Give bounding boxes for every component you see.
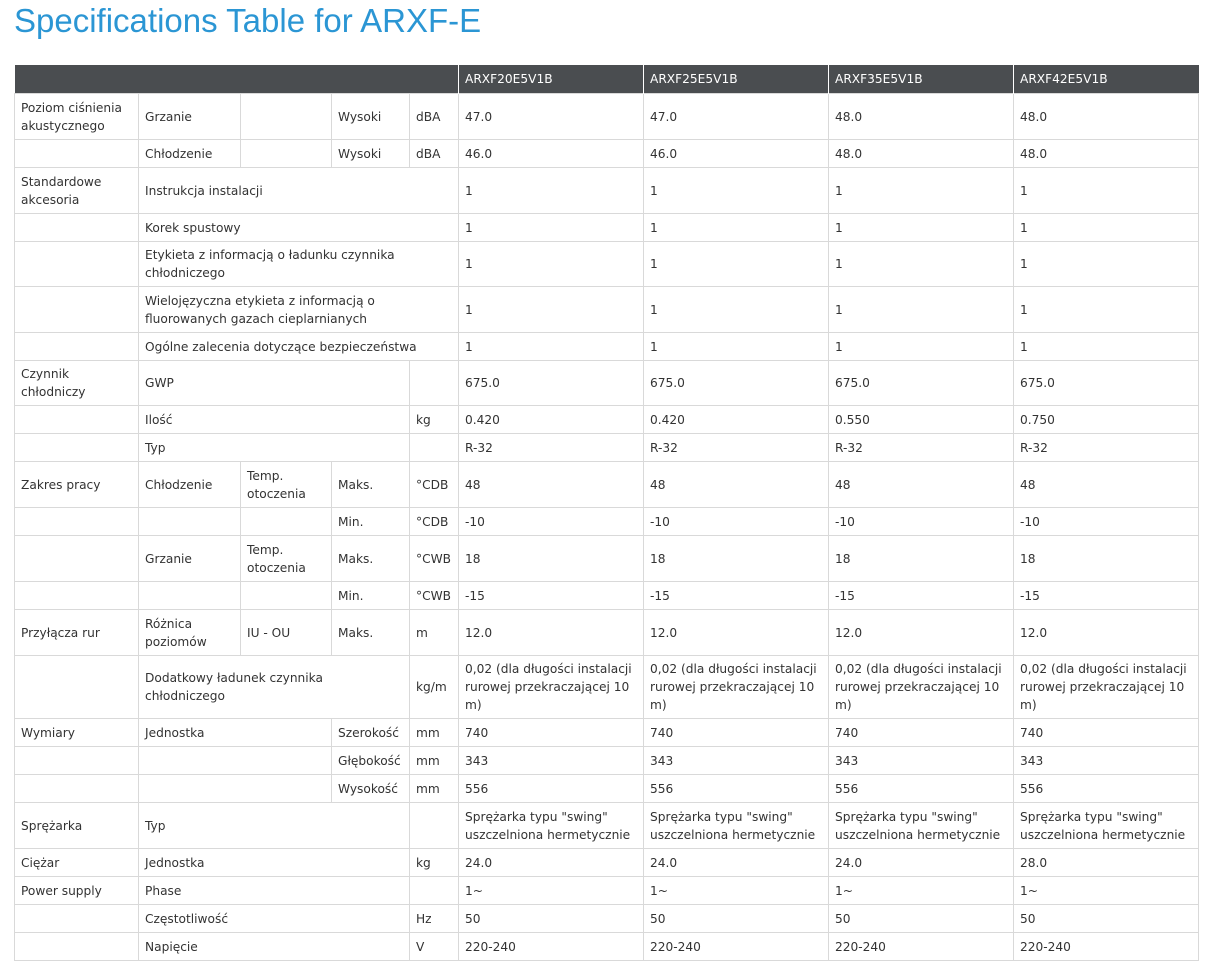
value-cell: 1 xyxy=(644,242,829,287)
value-cell: 343 xyxy=(829,747,1014,775)
value-cell: 1 xyxy=(829,242,1014,287)
value-cell: 1 xyxy=(459,287,644,333)
table-row xyxy=(15,775,1199,803)
value-cell: -10 xyxy=(1014,508,1199,536)
value-cell: 556 xyxy=(829,775,1014,803)
value-cell: 48 xyxy=(459,462,644,508)
model-header: ARXF25E5V1B xyxy=(644,65,829,94)
row-sublabel xyxy=(241,94,332,140)
group-label xyxy=(15,933,139,961)
value-cell: 18 xyxy=(644,536,829,582)
model-header: ARXF35E5V1B xyxy=(829,65,1014,94)
table-row xyxy=(15,333,1199,361)
value-cell: 48.0 xyxy=(829,140,1014,168)
row-sublabel xyxy=(241,508,332,536)
value-cell: 675.0 xyxy=(1014,361,1199,406)
value-cell: 1 xyxy=(459,168,644,214)
value-cell: 46.0 xyxy=(459,140,644,168)
group-label: Power supply xyxy=(15,877,139,905)
row-label: Etykieta z informacją o ładunku czynnika chłodniczego xyxy=(139,242,459,287)
value-cell: 1~ xyxy=(644,877,829,905)
table-row xyxy=(15,803,1199,849)
table-row xyxy=(15,849,1199,877)
row-label xyxy=(139,775,332,803)
row-label: Napięcie xyxy=(139,933,410,961)
table-row xyxy=(15,140,1199,168)
value-cell: 50 xyxy=(459,905,644,933)
value-cell: 46.0 xyxy=(644,140,829,168)
table-row xyxy=(15,536,1199,582)
value-cell: 48 xyxy=(829,462,1014,508)
row-sublabel: Wysoki xyxy=(332,140,410,168)
unit-cell: Hz xyxy=(410,905,459,933)
value-cell: -10 xyxy=(644,508,829,536)
value-cell: 220-240 xyxy=(829,933,1014,961)
group-label: Poziom ciśnienia akustycznego xyxy=(15,94,139,140)
value-cell: 1~ xyxy=(829,877,1014,905)
value-cell: 1~ xyxy=(459,877,644,905)
group-label xyxy=(15,406,139,434)
row-label: Typ xyxy=(139,803,410,849)
row-label: Różnica poziomów xyxy=(139,610,241,656)
row-label: Grzanie xyxy=(139,536,241,582)
value-cell: -10 xyxy=(829,508,1014,536)
table-row xyxy=(15,656,1199,719)
unit-cell: dBA xyxy=(410,140,459,168)
unit-cell: m xyxy=(410,610,459,656)
unit-cell xyxy=(410,361,459,406)
row-sublabel: Maks. xyxy=(332,536,410,582)
value-cell: 1 xyxy=(1014,214,1199,242)
value-cell: 0,02 (dla długości instalacji rurowej przekraczającej 10 m) xyxy=(644,656,829,719)
value-cell: 48 xyxy=(1014,462,1199,508)
value-cell: 48.0 xyxy=(1014,140,1199,168)
value-cell: R-32 xyxy=(829,434,1014,462)
value-cell: 0,02 (dla długości instalacji rurowej przekraczającej 10 m) xyxy=(459,656,644,719)
value-cell: 1 xyxy=(829,333,1014,361)
table-row xyxy=(15,877,1199,905)
table-row xyxy=(15,610,1199,656)
value-cell: 18 xyxy=(459,536,644,582)
value-cell: 50 xyxy=(829,905,1014,933)
value-cell: 343 xyxy=(644,747,829,775)
row-label: Grzanie xyxy=(139,94,241,140)
row-sublabel: Wysoki xyxy=(332,94,410,140)
value-cell: 556 xyxy=(1014,775,1199,803)
table-row xyxy=(15,508,1199,536)
group-label xyxy=(15,582,139,610)
value-cell: -15 xyxy=(644,582,829,610)
row-label: Typ xyxy=(139,434,410,462)
value-cell: 1~ xyxy=(1014,877,1199,905)
row-label xyxy=(139,747,332,775)
value-cell: Sprężarka typu "swing" uszczelniona hermetycznie xyxy=(829,803,1014,849)
table-row xyxy=(15,287,1199,333)
value-cell: 0.550 xyxy=(829,406,1014,434)
value-cell: 740 xyxy=(1014,719,1199,747)
value-cell: 1 xyxy=(829,168,1014,214)
row-label: Ogólne zalecenia dotyczące bezpieczeństwa xyxy=(139,333,459,361)
table-row xyxy=(15,168,1199,214)
unit-cell xyxy=(410,877,459,905)
group-label xyxy=(15,140,139,168)
value-cell: 48.0 xyxy=(1014,94,1199,140)
table-row xyxy=(15,933,1199,961)
value-cell: 1 xyxy=(644,287,829,333)
row-label: Ilość xyxy=(139,406,410,434)
unit-cell: °CWB xyxy=(410,536,459,582)
row-sublabel xyxy=(241,582,332,610)
value-cell: 47.0 xyxy=(644,94,829,140)
table-row xyxy=(15,747,1199,775)
unit-cell: kg xyxy=(410,406,459,434)
group-label xyxy=(15,775,139,803)
group-label xyxy=(15,214,139,242)
unit-cell: mm xyxy=(410,719,459,747)
group-label xyxy=(15,747,139,775)
value-cell: 24.0 xyxy=(644,849,829,877)
value-cell: 12.0 xyxy=(644,610,829,656)
value-cell: 220-240 xyxy=(459,933,644,961)
group-label: Przyłącza rur xyxy=(15,610,139,656)
table-row xyxy=(15,361,1199,406)
table-row xyxy=(15,905,1199,933)
row-label: Częstotliwość xyxy=(139,905,410,933)
page-title: Specifications Table for ARXF-E xyxy=(14,2,482,39)
group-label xyxy=(15,242,139,287)
unit-cell: °CDB xyxy=(410,462,459,508)
row-label xyxy=(139,582,241,610)
value-cell: 1 xyxy=(1014,333,1199,361)
row-sublabel: Temp. otoczenia xyxy=(241,536,332,582)
value-cell: 0.420 xyxy=(459,406,644,434)
value-cell: 556 xyxy=(459,775,644,803)
value-cell: 1 xyxy=(644,333,829,361)
value-cell: 47.0 xyxy=(459,94,644,140)
row-label: Instrukcja instalacji xyxy=(139,168,459,214)
unit-cell xyxy=(410,803,459,849)
value-cell: 0.750 xyxy=(1014,406,1199,434)
unit-cell xyxy=(410,434,459,462)
group-label xyxy=(15,508,139,536)
row-sublabel: Maks. xyxy=(332,462,410,508)
value-cell: -15 xyxy=(459,582,644,610)
value-cell: 556 xyxy=(644,775,829,803)
unit-cell: V xyxy=(410,933,459,961)
value-cell: 48.0 xyxy=(829,94,1014,140)
table-row xyxy=(15,214,1199,242)
row-sublabel: Maks. xyxy=(332,610,410,656)
model-header: ARXF20E5V1B xyxy=(459,65,644,94)
unit-cell: mm xyxy=(410,775,459,803)
value-cell: -10 xyxy=(459,508,644,536)
value-cell: 12.0 xyxy=(1014,610,1199,656)
group-label xyxy=(15,905,139,933)
row-sublabel: Głębokość xyxy=(332,747,410,775)
value-cell: 675.0 xyxy=(829,361,1014,406)
table-row xyxy=(15,719,1199,747)
value-cell: 12.0 xyxy=(459,610,644,656)
group-label: Standardowe akcesoria xyxy=(15,168,139,214)
value-cell: 1 xyxy=(1014,242,1199,287)
value-cell: 12.0 xyxy=(829,610,1014,656)
row-sublabel: Min. xyxy=(332,508,410,536)
value-cell: 50 xyxy=(644,905,829,933)
group-label xyxy=(15,536,139,582)
value-cell: -15 xyxy=(829,582,1014,610)
value-cell: 1 xyxy=(1014,168,1199,214)
value-cell: 0.420 xyxy=(644,406,829,434)
row-sublabel: Szerokość xyxy=(332,719,410,747)
value-cell: 675.0 xyxy=(459,361,644,406)
row-label: Korek spustowy xyxy=(139,214,459,242)
table-header-row xyxy=(15,65,1199,94)
value-cell: 220-240 xyxy=(644,933,829,961)
value-cell: 740 xyxy=(644,719,829,747)
row-label: Chłodzenie xyxy=(139,462,241,508)
group-label xyxy=(15,656,139,719)
row-label: Jednostka xyxy=(139,849,410,877)
value-cell: Sprężarka typu "swing" uszczelniona hermetycznie xyxy=(644,803,829,849)
row-label xyxy=(139,508,241,536)
group-label: Wymiary xyxy=(15,719,139,747)
group-label: Sprężarka xyxy=(15,803,139,849)
row-sublabel: Temp. otoczenia xyxy=(241,462,332,508)
row-label: GWP xyxy=(139,361,410,406)
row-sublabel: IU - OU xyxy=(241,610,332,656)
value-cell: 0,02 (dla długości instalacji rurowej przekraczającej 10 m) xyxy=(829,656,1014,719)
group-label xyxy=(15,434,139,462)
value-cell: R-32 xyxy=(644,434,829,462)
value-cell: 24.0 xyxy=(829,849,1014,877)
value-cell: 1 xyxy=(459,214,644,242)
group-label xyxy=(15,287,139,333)
value-cell: 18 xyxy=(829,536,1014,582)
value-cell: 1 xyxy=(1014,287,1199,333)
row-label: Wielojęzyczna etykieta z informacją o fluorowanych gazach cieplarnianych xyxy=(139,287,459,333)
value-cell: -15 xyxy=(1014,582,1199,610)
value-cell: 740 xyxy=(829,719,1014,747)
row-sublabel xyxy=(241,140,332,168)
value-cell: Sprężarka typu "swing" uszczelniona hermetycznie xyxy=(1014,803,1199,849)
group-label: Czynnik chłodniczy xyxy=(15,361,139,406)
value-cell: 343 xyxy=(1014,747,1199,775)
table-row xyxy=(15,242,1199,287)
group-label: Ciężar xyxy=(15,849,139,877)
value-cell: 1 xyxy=(829,214,1014,242)
value-cell: R-32 xyxy=(459,434,644,462)
unit-cell: kg xyxy=(410,849,459,877)
unit-cell: °CDB xyxy=(410,508,459,536)
table-row xyxy=(15,462,1199,508)
row-label: Dodatkowy ładunek czynnika chłodniczego xyxy=(139,656,410,719)
value-cell: 1 xyxy=(644,214,829,242)
table-row xyxy=(15,94,1199,140)
value-cell: 24.0 xyxy=(459,849,644,877)
value-cell: 48 xyxy=(644,462,829,508)
table-row xyxy=(15,406,1199,434)
row-label: Jednostka xyxy=(139,719,332,747)
value-cell: 1 xyxy=(829,287,1014,333)
group-label: Zakres pracy xyxy=(15,462,139,508)
unit-cell: °CWB xyxy=(410,582,459,610)
value-cell: 220-240 xyxy=(1014,933,1199,961)
value-cell: 1 xyxy=(644,168,829,214)
row-sublabel: Min. xyxy=(332,582,410,610)
table-row xyxy=(15,434,1199,462)
value-cell: 740 xyxy=(459,719,644,747)
value-cell: 343 xyxy=(459,747,644,775)
row-label: Chłodzenie xyxy=(139,140,241,168)
value-cell: 50 xyxy=(1014,905,1199,933)
value-cell: R-32 xyxy=(1014,434,1199,462)
unit-cell: mm xyxy=(410,747,459,775)
value-cell: 1 xyxy=(459,333,644,361)
model-header: ARXF42E5V1B xyxy=(1014,65,1199,94)
table-row xyxy=(15,582,1199,610)
row-label: Phase xyxy=(139,877,410,905)
value-cell: 18 xyxy=(1014,536,1199,582)
header-blank-cell xyxy=(15,65,459,94)
value-cell: 28.0 xyxy=(1014,849,1199,877)
unit-cell: dBA xyxy=(410,94,459,140)
unit-cell: kg/m xyxy=(410,656,459,719)
value-cell: 0,02 (dla długości instalacji rurowej przekraczającej 10 m) xyxy=(1014,656,1199,719)
group-label xyxy=(15,333,139,361)
value-cell: Sprężarka typu "swing" uszczelniona hermetycznie xyxy=(459,803,644,849)
value-cell: 675.0 xyxy=(644,361,829,406)
value-cell: 1 xyxy=(459,242,644,287)
row-sublabel: Wysokość xyxy=(332,775,410,803)
specifications-table xyxy=(14,65,1199,961)
